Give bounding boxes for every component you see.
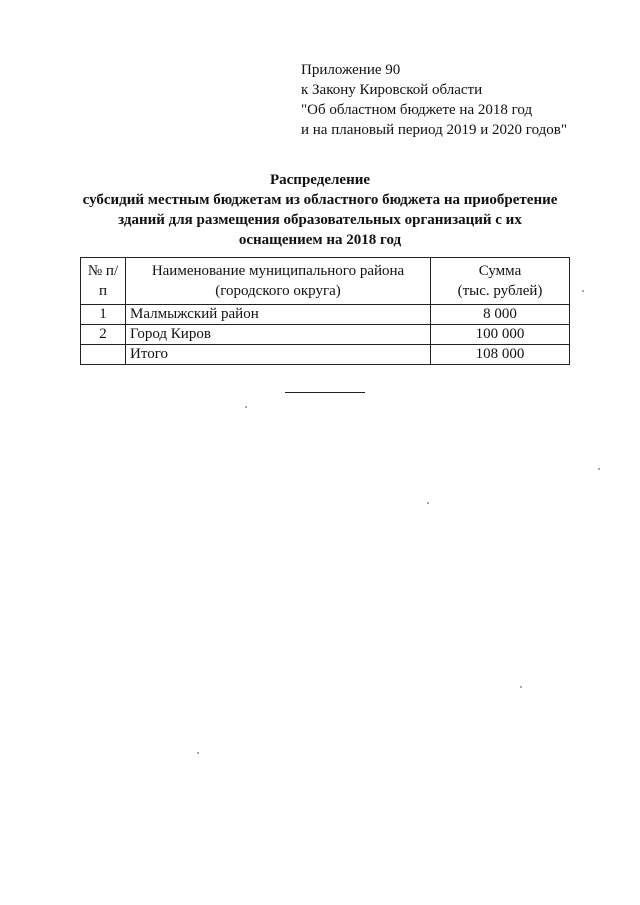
- scan-speck: [197, 752, 199, 754]
- row-name: Город Киров: [126, 325, 431, 345]
- row-name: Итого: [126, 345, 431, 365]
- row-num: [81, 345, 126, 365]
- scan-speck: [582, 290, 584, 292]
- appendix-header: [301, 60, 567, 140]
- row-sum: 100 000: [431, 325, 570, 345]
- table-header-row: [81, 258, 570, 305]
- title-line: зданий для размещения образовательных организаций с их: [118, 212, 522, 228]
- document-title: [60, 170, 580, 250]
- row-name: Малмыжский район: [126, 305, 431, 325]
- table-row: [81, 305, 570, 325]
- row-sum: 8 000: [431, 305, 570, 325]
- header-num: № п/п: [81, 258, 126, 305]
- row-sum: 108 000: [431, 345, 570, 365]
- table-total-row: [81, 345, 570, 365]
- separator-line: [285, 392, 365, 393]
- title-line: Распределение: [269, 172, 371, 188]
- header-name-line1: Наименование муниципального района: [151, 263, 405, 279]
- scan-speck: [520, 686, 522, 688]
- title-line: оснащением на 2018 год: [238, 232, 402, 248]
- appendix-line: и на плановый период 2019 и 2020 годов": [301, 122, 567, 138]
- title-line: субсидий местным бюджетам из областного бюджета на приобретение: [82, 192, 558, 208]
- row-num: 2: [81, 325, 126, 345]
- scan-speck: [427, 502, 429, 504]
- appendix-line: к Закону Кировской области: [301, 82, 483, 98]
- scan-speck: [598, 468, 600, 470]
- header-sum-line1: Сумма: [478, 263, 522, 279]
- appendix-line: "Об областном бюджете на 2018 год: [301, 102, 533, 118]
- header-name-line2: (городского округа): [215, 283, 341, 299]
- table-row: [81, 325, 570, 345]
- header-sum-line2: (тыс. рублей): [457, 283, 543, 299]
- row-num: 1: [81, 305, 126, 325]
- header-name: [126, 258, 431, 305]
- header-sum: [431, 258, 570, 305]
- appendix-line: Приложение 90: [301, 62, 401, 78]
- scan-speck: [245, 406, 247, 408]
- subsidy-table: [80, 257, 570, 365]
